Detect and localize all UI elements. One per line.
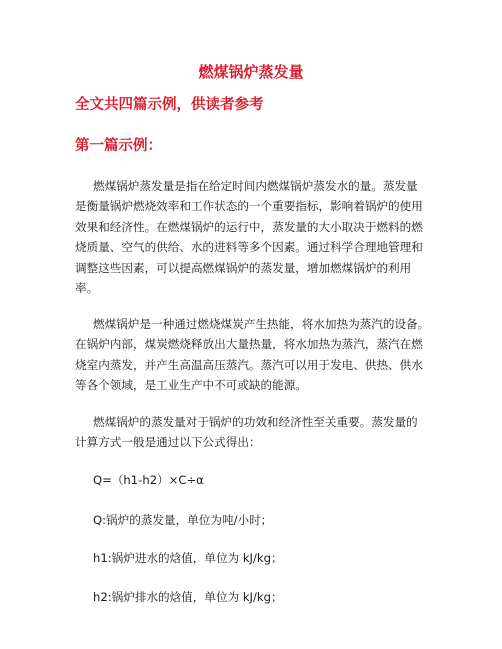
paragraph-line: 燃煤锅炉是一种通过燃烧煤炭产生热能，将水加热为蒸汽的设备。: [93, 317, 430, 331]
paragraph-2: [75, 314, 455, 396]
paragraph-line: 调整这些因素，可以提高燃煤锅炉的蒸发量，增加燃煤锅炉的利用: [75, 260, 412, 275]
document-title: 燃煤锅炉蒸发量: [198, 63, 304, 81]
paragraph-line: 在锅炉内部，煤炭燃烧释放出大量热量，将水加热为蒸汽，蒸汽在燃: [75, 337, 423, 352]
paragraph-line: 烧质量、空气的供给、水的进料等多个因素。通过科学合理地管理和: [75, 240, 423, 255]
paragraph-1: [75, 176, 455, 298]
document-subtitle: 全文共四篇示例，供读者参考: [75, 97, 264, 113]
paragraph-line: 燃煤锅炉的蒸发量对于锅炉的功效和经济性至关重要。蒸发量的: [93, 415, 418, 429]
formula: Q=（h1-h2）×C÷α: [93, 473, 204, 487]
definition-q: Q:锅炉的蒸发量，单位为吨/小时；: [93, 513, 273, 527]
paragraph-line: 率。: [75, 281, 99, 296]
paragraph-line: 效果和经济性。在燃煤锅炉的运行中，蒸发量的大小取决于燃料的燃: [75, 219, 423, 234]
definition-h2: h2:锅炉排水的焓值，单位为 kJ/kg；: [93, 590, 283, 604]
paragraph-line: 烧室内蒸发，并产生高温高压蒸汽。蒸汽可以用于发电、供热、供水: [75, 357, 423, 372]
section-heading: 第一篇示例：: [75, 138, 162, 154]
paragraph-line: 是衡量锅炉燃烧效率和工作状态的一个重要指标，影响着锅炉的使用: [75, 199, 423, 214]
definition-h1: h1:锅炉进水的焓值，单位为 kJ/kg；: [93, 551, 283, 565]
paragraph-line: 燃煤锅炉蒸发量是指在给定时间内燃煤锅炉蒸发水的量。蒸发量: [93, 179, 418, 193]
paragraph-line: 计算方式一般是通过以下公式得出：: [75, 435, 261, 450]
paragraph-line: 等各个领域，是工业生产中不可或缺的能源。: [75, 378, 307, 393]
paragraph-3: [75, 412, 455, 453]
